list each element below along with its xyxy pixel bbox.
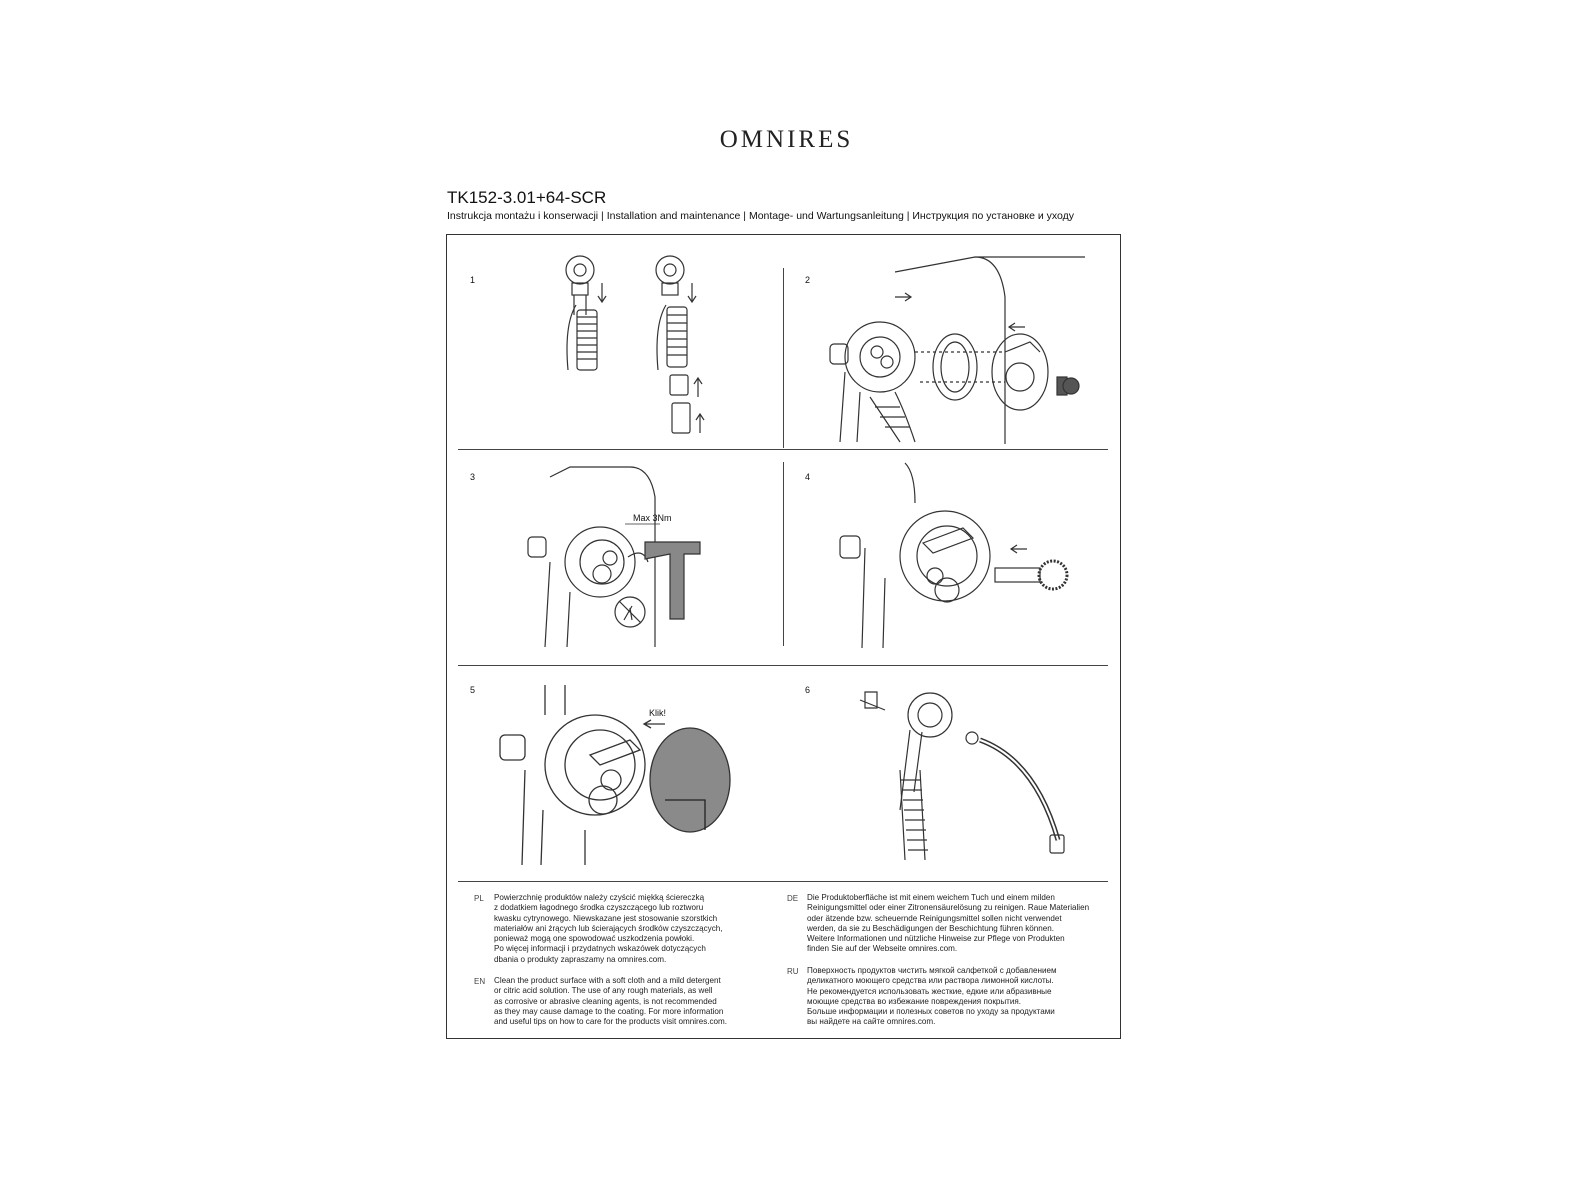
corrugated-hose-right (667, 307, 687, 367)
mechanism-cover (992, 334, 1048, 410)
brand-logo: OMNIRES (719, 126, 854, 153)
round-cover-cap (650, 728, 730, 832)
body-unit-right (656, 256, 684, 370)
bathtub-edge (895, 257, 1085, 444)
lang-code-pl: PL (474, 894, 484, 903)
step-number-3: 3 (470, 472, 476, 482)
model-number: TK152-3.01+64-SCR (447, 188, 607, 207)
lang-code-de: DE (787, 894, 799, 903)
grid-divider (458, 881, 1108, 882)
step-3-illustration (520, 462, 765, 647)
click-callout: Klik! (649, 708, 667, 718)
body-unit-left (566, 256, 594, 370)
corrugated-hose (900, 770, 928, 860)
left-arrow-icon (1009, 323, 1025, 331)
step-2-illustration (825, 252, 1095, 444)
grid-divider (458, 449, 1108, 450)
care-text-de: Die Produktoberfläche ist mit einem weichem Tuch und einem milden Reinigungsmittel oder einer Zitronensäurelösung zu reinigen. Raue Materialien oder ätzende bzw. scheuernde Reinigungsmittel sollen nicht verwendet werden, da sie zu Beschädigungen der Beschichtung führen können. Weitere Informationen und nützliche Hinweise zur Pflege von Produkten finden Sie auf der Webseite omnires.com. (807, 893, 1090, 954)
seal-ring (966, 732, 978, 744)
step-6-illustration (850, 680, 1080, 870)
care-text-en: Clean the product surface with a soft cloth and a mild detergent or citric acid solution. The use of any rough materials, as well as corrosive or abrasive cleaning agents, is not recommended as they may cause damage to the coating. For more information and useful tips on how to care for the products visit omnires.com. (494, 976, 728, 1027)
lang-code-en: EN (474, 977, 486, 986)
corrugated-hose (870, 392, 915, 442)
document-subtitle: Instrukcja montażu i konserwacji | Installation and maintenance | Montage- und Wartungsanleitung | Инструкция по установке и уходу (447, 210, 1075, 222)
bathtub-edge (545, 685, 565, 715)
step-number-1: 1 (470, 275, 476, 285)
overflow-body (860, 692, 952, 810)
right-arrow-icon (895, 293, 911, 301)
grid-divider (458, 665, 1108, 666)
knob-part (1057, 377, 1079, 395)
bathtub-edge (905, 463, 915, 503)
step-number-4: 4 (805, 472, 811, 482)
lang-code-ru: RU (787, 967, 799, 976)
corrugated-hose-left (577, 310, 597, 370)
care-text-pl: Powierzchnię produktów należy czyścić miękką ściereczką z dodatkiem łagodnego środka czyszczącego lub roztworu kwasku cytrynowego. Niewskazane jest stosowanie szorstkich materiałów ani żrących lub ścierających środków czyszczących, ponieważ mogą one spowodować uszkodzenia powłoki. Po więcej informacji i przydatnych wskazówek dotyczących dbania o produkty zapraszamy na omnires.com. (494, 893, 723, 964)
no-pliers-icon (615, 597, 645, 627)
coupling-sleeve (670, 375, 688, 395)
up-arrow-icon (696, 414, 704, 433)
spindle-shaft (995, 568, 1040, 582)
grid-divider (783, 268, 784, 448)
step-number-2: 2 (805, 275, 811, 285)
up-arrow-icon (694, 378, 702, 397)
step-4-illustration (835, 458, 1075, 650)
left-arrow-icon (644, 720, 665, 728)
flexible-hose (980, 740, 1058, 840)
torque-callout: Max 3Nm (633, 513, 672, 523)
service-key (645, 542, 700, 619)
step-number-5: 5 (470, 685, 476, 695)
overflow-body (830, 322, 915, 442)
overflow-body (840, 511, 990, 648)
down-arrow-icon (598, 283, 606, 302)
overflow-body (500, 715, 645, 865)
overflow-body (528, 527, 635, 647)
gear-icon (1039, 561, 1067, 589)
hose-end (672, 403, 690, 433)
down-arrow-icon (688, 283, 696, 302)
grid-divider (783, 462, 784, 646)
care-text-ru: Поверхность продуктов чистить мягкой салфеткой с добавлением деликатного моющего средства или раствора лимонной кислоты. Не рекомендуется использовать жесткие, едкие или абразивные моющие средства во избежание повреждения покрытия. Больше информации и полезных советов по уходу за продуктами вы найдете на сайте omnires.com. (807, 966, 1057, 1027)
step-number-6: 6 (805, 685, 811, 695)
left-arrow-icon (1011, 545, 1027, 553)
step-5-illustration (495, 680, 735, 870)
gasket-ring (933, 334, 977, 400)
step-1-illustration (540, 245, 720, 440)
